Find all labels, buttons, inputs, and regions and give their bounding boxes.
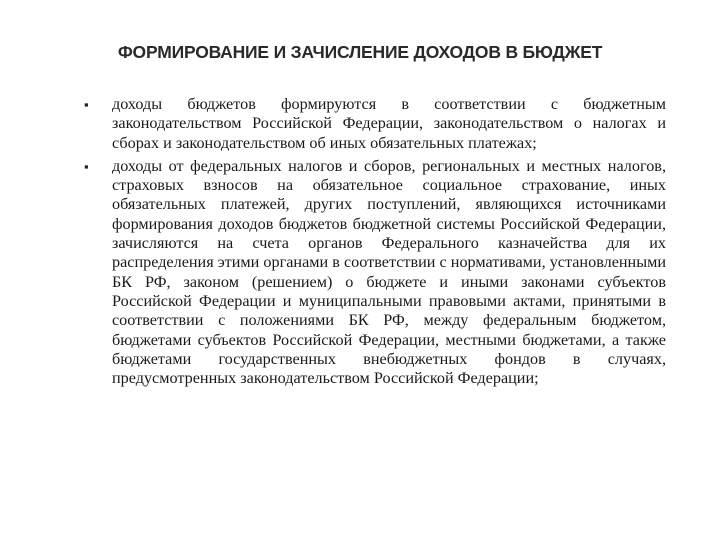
bullet-list <box>84 95 666 392</box>
bullet-text: доходы бюджетов формируются в соответствии с бюджетным законодательством Российской Федерации, законодательством о налогах и сборах и законодательством об иных обязательных платежах; <box>112 95 666 152</box>
slide-title: ФОРМИРОВАНИЕ И ЗАЧИСЛЕНИЕ ДОХОДОВ В БЮДЖЕТ <box>117 42 603 62</box>
bullet-item-1 <box>84 95 666 153</box>
bullet-icon: ▪ <box>84 158 89 174</box>
bullet-item-2 <box>84 157 666 389</box>
bullet-text: доходы от федеральных налогов и сборов, региональных и местных налогов, страховых взносов на обязательное социальное страхование, иных обязательных платежей, других поступлений, являющихся источниками формирования доходов бюджетов бюджетной системы Российской Федерации, зачисляются на счета органов Федерального казначейства для их распределения этими органами в соответствии с нормативами, установленными БК РФ, законом (решением) о бюджете и иными законами субъектов Российской Федерации и муниципальными правовыми актами, принятыми в соответствии с положениями БК РФ, между федеральным бюджетом, бюджетами субъектов Российской Федерации, местными бюджетами, а также бюджетами государственных внебюджетных фондов в случаях, предусмотренных законодательством Российской Федерации; <box>112 156 666 388</box>
bullet-icon: ▪ <box>84 97 89 112</box>
